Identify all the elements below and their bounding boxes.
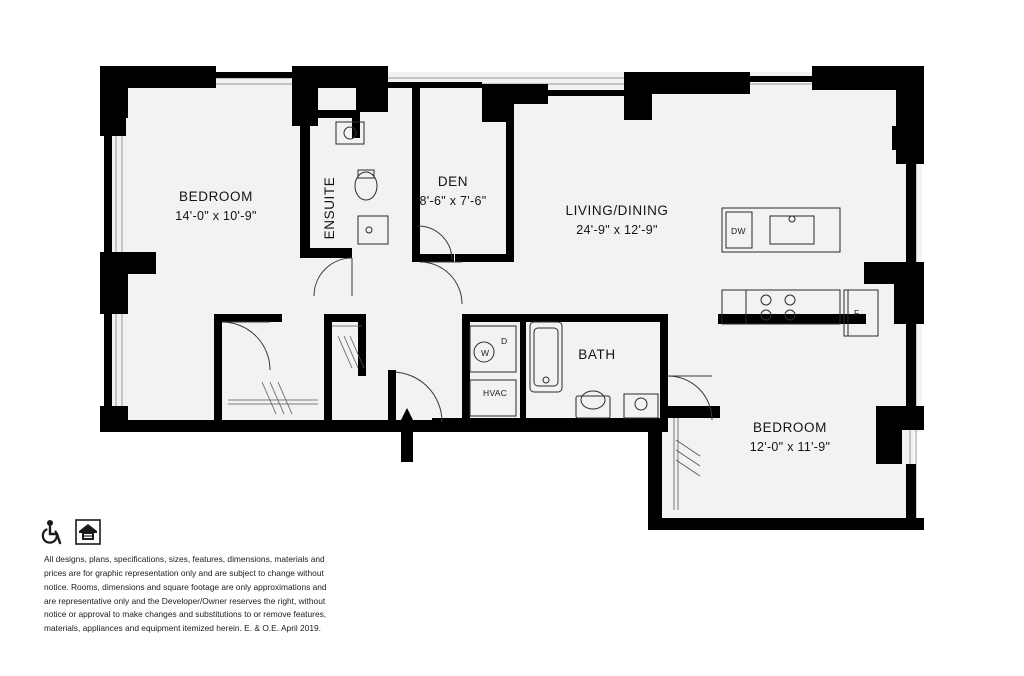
equal-housing-opportunity-icon	[75, 519, 101, 545]
interior-floor-fill	[110, 72, 922, 530]
room-label-den	[420, 173, 487, 210]
room-name: BATH	[578, 347, 616, 362]
room-dimensions: 24'-9" x 12'-9"	[576, 223, 658, 238]
room-label-ensuite	[321, 177, 339, 240]
room-name: DEN	[437, 174, 469, 189]
footer-icons	[41, 517, 101, 545]
appliance-label-dishwasher: DW	[731, 226, 746, 236]
room-dimensions: 8'-6" x 7'-6"	[419, 194, 487, 209]
appliance-label-washer: W	[481, 348, 490, 358]
room-dimensions: 12'-0" x 11'-9"	[749, 440, 831, 455]
appliance-label-fridge: F	[854, 308, 860, 318]
room-label-bedroom-2	[750, 419, 830, 456]
legal-disclaimer: All designs, plans, specifications, sizes, features, dimensions, materials and prices are for graphic representation only and are subject to change without notice. Rooms, dimensions and square footage are only approximations and are representative only and the Developer/Owner reserves the right, without notice or approval to make changes and substitutions to or remove features, materials, appliances and equipment itemized herein. E. & O.E. April 2019.	[44, 554, 327, 634]
room-name: ENSUITE	[321, 176, 337, 240]
room-label-bath	[578, 346, 615, 364]
room-label-bedroom-1	[175, 188, 256, 225]
appliance-label-hvac: HVAC	[483, 388, 508, 398]
room-dimensions: 14'-0" x 10'-9"	[175, 209, 257, 224]
room-name: LIVING/DINING	[565, 203, 669, 218]
appliance-label-dryer: D	[501, 336, 508, 346]
room-label-living-dining	[565, 202, 668, 239]
room-name: BEDROOM	[753, 420, 827, 435]
wheelchair-accessibility-icon	[41, 519, 65, 545]
room-name: BEDROOM	[179, 189, 253, 204]
